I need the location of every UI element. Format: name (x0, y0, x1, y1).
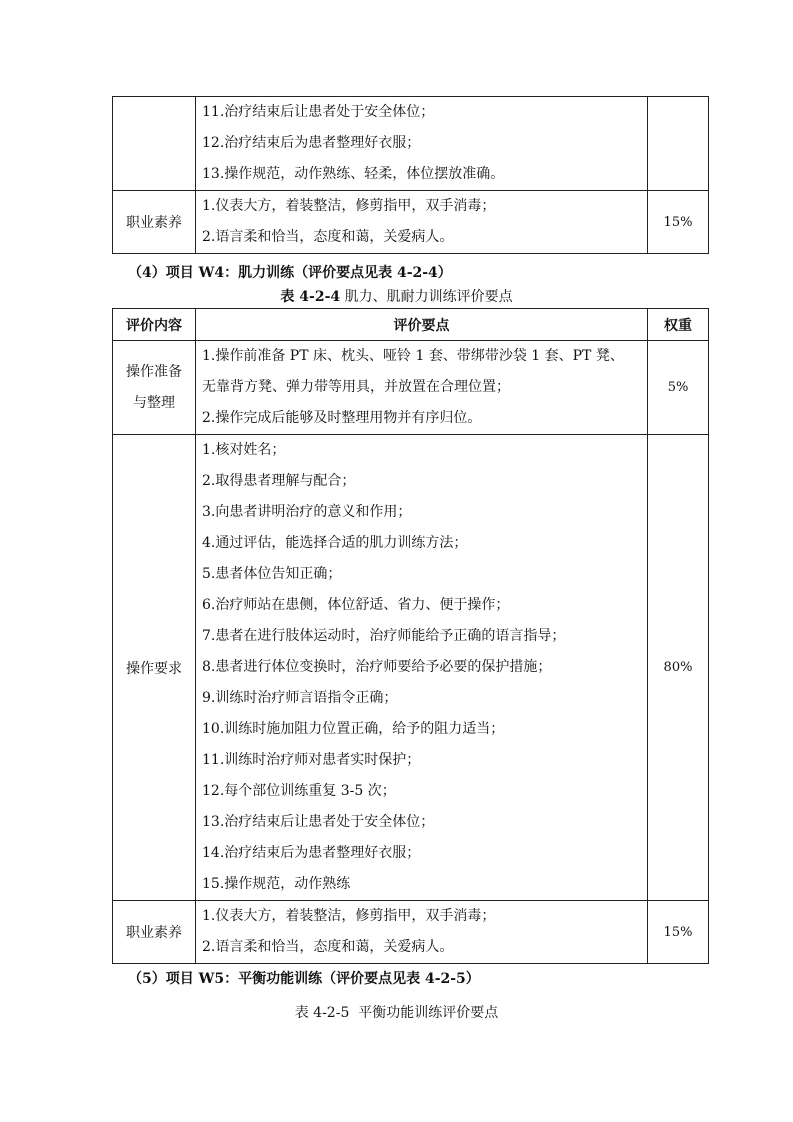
category-cell: 操作要求 (113, 435, 196, 901)
list-item: 13.治疗结束后让患者处于安全体位； (202, 814, 435, 830)
category-line: 与整理 (133, 394, 175, 411)
list-item: 5.患者体位告知正确； (202, 566, 342, 582)
list-item: 1.仪表大方，着装整洁，修剪指甲，双手消毒； (202, 198, 496, 214)
section-4-heading: （4）项目 W4：肌力训练（评价要点见表 4-2-4） (128, 265, 452, 281)
header-content: 评价内容 (113, 309, 196, 341)
list-item: 11.训练时治疗师对患者实时保护； (202, 752, 421, 768)
table-row (113, 435, 709, 901)
weight-cell: 15% (648, 191, 709, 254)
table-4-2-4-caption (0, 286, 793, 306)
list-item: 4.通过评估，能选择合适的肌力训练方法； (202, 535, 468, 551)
caption-number: 表 4-2-5 (294, 1005, 350, 1021)
weight-cell: 5% (648, 341, 709, 435)
table-row (113, 97, 709, 191)
category-cell (113, 341, 196, 435)
category-line: 操作准备 (126, 363, 182, 380)
category-cell: 职业素养 (113, 191, 196, 254)
list-item: 3.向患者讲明治疗的意义和作用； (202, 504, 412, 520)
weight-cell: 15% (648, 901, 709, 964)
caption-title: 肌力、肌耐力训练评价要点 (340, 289, 513, 305)
weight-cell (648, 97, 709, 191)
list-item: 2.语言柔和恰当，态度和蔼，关爱病人。 (202, 939, 454, 955)
table-4-2-4 (112, 308, 709, 964)
caption-number: 表 4-2-4 (280, 289, 341, 305)
list-item: 13.操作规范，动作熟练、轻柔，体位摆放准确。 (202, 166, 505, 182)
table-4-2-5-caption (0, 1002, 793, 1022)
header-weight: 权重 (648, 309, 709, 341)
table-row (113, 341, 709, 435)
list-item: 2.语言柔和恰当，态度和蔼，关爱病人。 (202, 229, 454, 245)
header-points: 评价要点 (196, 309, 648, 341)
list-item: 1.核对姓名； (202, 442, 286, 458)
weight-cell: 80% (648, 435, 709, 901)
list-item: 7.患者在进行肢体运动时，治疗师能给予正确的语言指导； (202, 628, 566, 644)
table-row (113, 901, 709, 964)
list-item: 1.操作前准备 PT 床、枕头、哑铃 1 套、带绑带沙袋 1 套、PT 凳、 (202, 348, 624, 364)
category-cell: 职业素养 (113, 901, 196, 964)
list-item: 11.治疗结束后让患者处于安全体位； (202, 104, 435, 120)
list-item: 8.患者进行体位变换时，治疗师要给予必要的保护措施； (202, 659, 552, 675)
table-continued (112, 96, 709, 254)
list-item: 14.治疗结束后为患者整理好衣服； (202, 845, 421, 861)
list-item: 1.仪表大方，着装整洁，修剪指甲，双手消毒； (202, 908, 496, 924)
list-item: 无靠背方凳、弹力带等用具，并放置在合理位置； (202, 379, 510, 395)
list-item: 12.每个部位训练重复 3-5 次； (202, 783, 396, 799)
category-cell (113, 97, 196, 191)
caption-title: 平衡功能训练评价要点 (349, 1005, 499, 1021)
items-cell (196, 435, 648, 901)
items-cell (196, 341, 648, 435)
list-item: 12.治疗结束后为患者整理好衣服； (202, 135, 421, 151)
items-cell (196, 97, 648, 191)
section-5-heading: （5）项目 W5：平衡功能训练（评价要点见表 4-2-5） (128, 971, 480, 987)
table-row (113, 191, 709, 254)
list-item: 15.操作规范，动作熟练 (202, 876, 351, 892)
table-header-row (113, 309, 709, 341)
items-cell (196, 901, 648, 964)
list-item: 9.训练时治疗师言语指令正确； (202, 690, 398, 706)
list-item: 10.训练时施加阻力位置正确，给予的阻力适当； (202, 721, 505, 737)
list-item: 2.操作完成后能够及时整理用物并有序归位。 (202, 410, 482, 426)
items-cell (196, 191, 648, 254)
list-item: 6.治疗师站在患侧，体位舒适、省力、便于操作； (202, 597, 510, 613)
list-item: 2.取得患者理解与配合； (202, 473, 356, 489)
